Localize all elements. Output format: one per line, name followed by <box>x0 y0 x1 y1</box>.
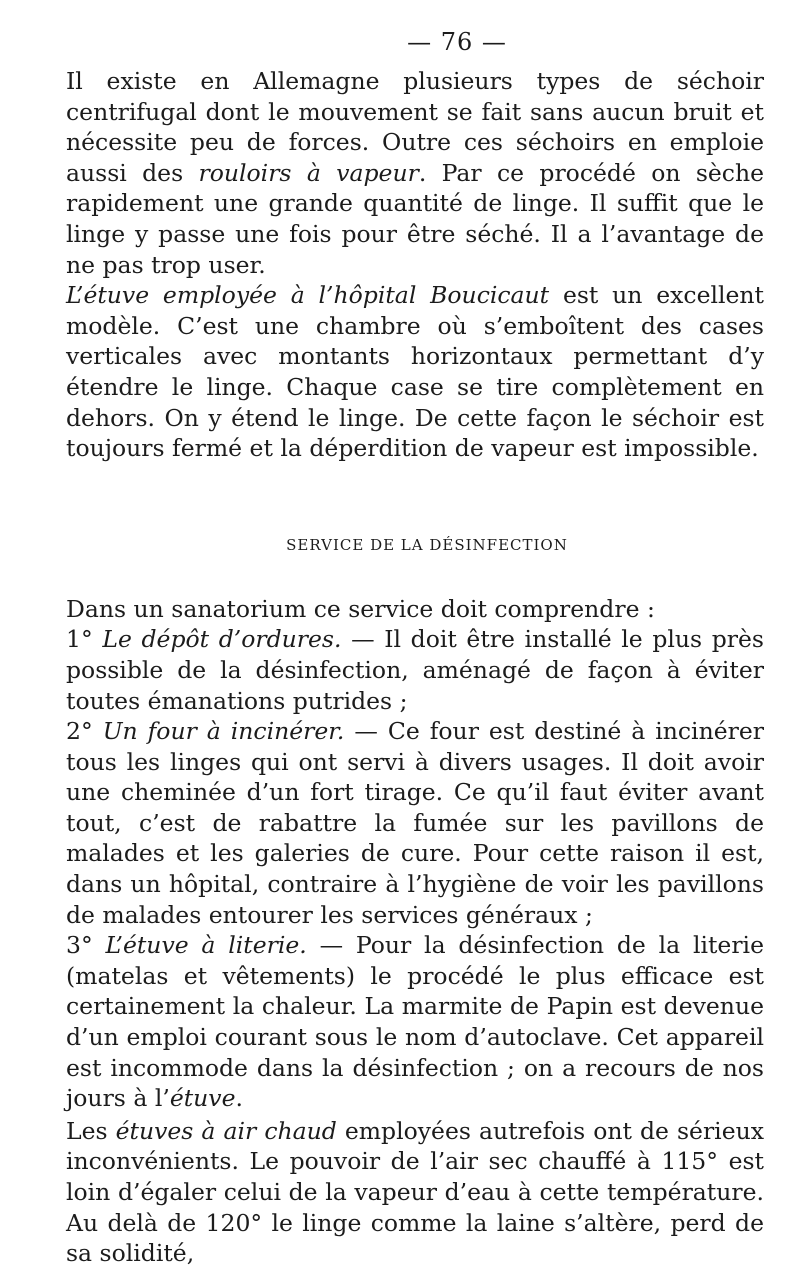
item-number: 1° <box>66 625 93 654</box>
paragraph-text: Les <box>66 1116 116 1145</box>
paragraph-text: . Par ce procédé on sèche rapidement une grande quantité de linge. Il suffit que le linge y passe une fois pour être séché. Il a l’avantage de ne pas trop user. <box>66 158 765 279</box>
item-text: — Il doit être installé le plus près possible de la désinfection, aménagé de façon à éviter toutes émanations putrides ; <box>66 625 764 715</box>
item-title: L’étuve à literie. <box>105 931 307 960</box>
section-intro: Dans un sanatorium ce service doit comprendre : <box>66 594 655 623</box>
italic-term: étuves à air chaud <box>115 1116 337 1145</box>
italic-term: étuve <box>169 1084 236 1113</box>
section-heading: SERVICE DE LA DÉSINFECTION <box>286 535 568 554</box>
paragraph-hot-air-etuves <box>66 1116 764 1269</box>
paragraph-boucicaut-etuve <box>66 280 764 464</box>
item-number: 3° <box>66 931 93 960</box>
item-title: Un four à incinérer. <box>102 717 345 746</box>
paragraph-text: employées autrefois ont de sérieux inconvénients. Le pouvoir de l’air sec chauffé à 115° est loin d’égaler celui de la vapeur d’eau à cette température. Au delà de 120° le linge comme la laine s’altère, perd de sa solidité, <box>66 1116 764 1268</box>
item-text: — Pour la désinfection de la literie (matelas et vêtements) le procédé le plus efficace est certainement la chaleur. La marmite de Papin est devenue d’un emploi courant sous le nom d’autoclave. Cet appareil est incommode dans la désinfection ; on a recours de nos jours à l’ <box>66 931 764 1113</box>
page-number: — 76 — <box>407 28 507 56</box>
item-text: — Ce four est destiné à incinérer tous les linges qui ont servi à divers usages. Il doit avoir une cheminée d’un fort tirage. Ce qu’il faut éviter avant tout, c’est de rabattre la fumée sur les pavillons de malades et les galeries de cure. Pour cette raison il est, dans un hôpital, contraire à l’hygiène de voir les pavillons de malades entourer les services généraux ; <box>66 717 764 929</box>
list-item <box>66 624 764 716</box>
paragraph-text: Il existe en Allemagne plusieurs types de séchoir centrifugal dont le mouvement se fait sans aucun bruit et nécessite peu de forces. Outre ces séchoirs en emploie aussi des <box>66 67 764 187</box>
item-number: 2° <box>66 717 93 746</box>
document-page <box>66 28 764 1269</box>
list-item <box>66 716 764 930</box>
paragraph-text: est un excellent modèle. C’est une chambre où s’emboîtent des cases verticales avec montants horizontaux permettant d’y étendre le linge. Chaque case se tire complètement en dehors. On y étend le linge. De cette façon le séchoir est toujours fermé et la déperdition de vapeur est impossible. <box>66 281 764 463</box>
italic-term: rouloirs à vapeur <box>198 158 419 187</box>
italic-term: L’étuve employée à l’hôpital Boucicaut <box>66 281 550 310</box>
item-title: Le dépôt d’ordures. <box>102 625 342 654</box>
item-text: . <box>235 1084 243 1113</box>
list-item <box>66 930 764 1114</box>
paragraph-centrifugal-dryer <box>66 66 764 280</box>
